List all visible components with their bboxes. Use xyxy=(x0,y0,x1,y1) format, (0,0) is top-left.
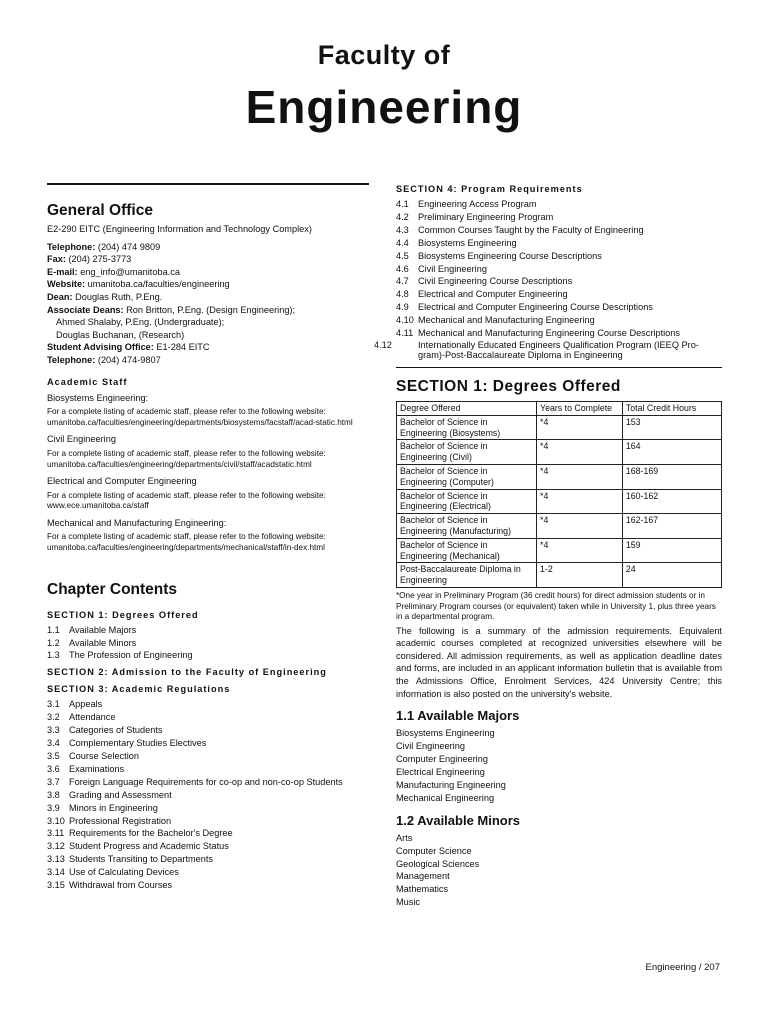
section4-item xyxy=(396,327,722,340)
contents-item-number: 3.1 xyxy=(47,699,60,710)
admission-summary: The following is a summary of the admission requirements. Equivalent academic courses completed at recognized universities elsewhere will be considered. All admission requirements, as well as application deadline dates and forms, are included in an applicant information bulletin that is available from the Admissions Office, Enrolment Services, 424 University Centre; this information is also posted on the university's website. xyxy=(396,625,722,699)
general-office-address: E2-290 EITC (Engineering Information and Technology Complex) xyxy=(47,224,312,234)
contents-item xyxy=(47,649,369,662)
general-office-heading: General Office xyxy=(47,202,153,219)
office-line-value: Douglas Ruth, P.Eng. xyxy=(72,291,163,302)
section4-item-number: 4.6 xyxy=(396,263,409,274)
contents-section-items xyxy=(47,624,369,663)
contents-item-number: 1.2 xyxy=(47,637,60,648)
section4-item-number: 4.1 xyxy=(396,199,409,209)
section4-item-number: 4.8 xyxy=(396,289,409,300)
general-office-lines xyxy=(47,241,369,367)
contents-item-number: 3.3 xyxy=(47,725,60,736)
office-line-value: Ahmed Shalaby, P.Eng. (Undergraduate); xyxy=(56,317,225,328)
contents-item-number: 3.5 xyxy=(47,751,60,761)
major-item: Manufacturing Engineering xyxy=(396,779,506,790)
section4-item-text: Mechanical and Manufacturing Engineering Course Descriptions xyxy=(418,328,680,339)
chapter-contents-list xyxy=(47,609,369,892)
contents-item xyxy=(47,802,369,815)
contents-item xyxy=(47,624,369,637)
majors-heading: 1.1 Available Majors xyxy=(396,708,520,724)
office-line-value: E1-284 EITC xyxy=(153,342,210,353)
contents-section-items xyxy=(47,698,369,892)
minor-item: Arts xyxy=(396,832,413,843)
section4-heading: SECTION 4: Program Requirements xyxy=(396,184,583,194)
office-line-value: Douglas Buchanan, (Research) xyxy=(56,329,185,340)
office-line xyxy=(47,341,369,354)
office-line-value: eng_info@umanitoba.ca xyxy=(77,266,180,277)
staff-department-text: For a complete listing of academic staff, please refer to the following website: umanitoba.ca/faculties/engineering/departments/mechanical/staff/in-dex.html xyxy=(47,532,326,553)
contents-item-text: Categories of Students xyxy=(69,725,163,736)
academic-staff-list xyxy=(47,392,369,554)
section4-item xyxy=(396,211,722,224)
table-row xyxy=(397,514,722,539)
contents-item-text: Examinations xyxy=(69,763,125,774)
table-row xyxy=(397,489,722,514)
staff-department-text: For a complete listing of academic staff, please refer to the following website: umanitoba.ca/faculties/engineering/departments/civil/staff/acadstatic.html xyxy=(47,448,326,469)
contents-item-text: Course Selection xyxy=(69,751,139,761)
contents-item-text: Available Majors xyxy=(69,624,137,635)
contents-item-text: Professional Registration xyxy=(69,815,172,826)
contents-item-text: Appeals xyxy=(69,699,103,710)
contents-item-text: Complementary Studies Electives xyxy=(69,738,207,749)
section1-heading: SECTION 1: Degrees Offered xyxy=(396,377,621,395)
contents-item-text: The Profession of Engineering xyxy=(69,650,193,661)
contents-item xyxy=(47,840,369,853)
table-cell: 159 xyxy=(622,538,721,563)
section4-item-number: 4.5 xyxy=(396,250,409,261)
section4-item-text: Electrical and Computer Engineering Course Descriptions xyxy=(418,302,653,313)
section4-item-number: 4.12 xyxy=(374,339,392,350)
minors-heading: 1.2 Available Minors xyxy=(396,812,521,828)
contents-section-title: SECTION 1: Degrees Offered xyxy=(47,609,199,620)
major-item: Electrical Engineering xyxy=(396,766,485,777)
table-row xyxy=(397,415,722,440)
contents-item-number: 3.12 xyxy=(47,841,65,852)
table-cell: 160-162 xyxy=(622,489,721,514)
table-cell: Bachelor of Science in Engineering (Computer) xyxy=(397,464,537,489)
office-line-label: Associate Deans: xyxy=(47,304,124,315)
contents-item-number: 3.9 xyxy=(47,802,60,813)
contents-item xyxy=(47,763,369,776)
table-cell: 162-167 xyxy=(622,514,721,539)
table-cell: *4 xyxy=(537,464,623,489)
contents-item-text: Available Minors xyxy=(69,637,137,648)
staff-department xyxy=(47,475,369,512)
page-title-line2: Engineering xyxy=(245,81,523,133)
office-line xyxy=(47,241,369,254)
page-footer: Engineering / 207 xyxy=(645,962,720,973)
section4-item-text: Preliminary Engineering Program xyxy=(418,211,554,222)
section4-item-number: 4.7 xyxy=(396,276,409,287)
contents-item xyxy=(47,724,369,737)
contents-item xyxy=(47,776,369,789)
office-line-label: Student Advising Office: xyxy=(47,342,154,353)
office-line-label: Fax: xyxy=(47,254,66,265)
contents-item xyxy=(47,815,369,828)
table-cell: Bachelor of Science in Engineering (Manufacturing) xyxy=(397,514,537,539)
contents-item-text: Withdrawal from Courses xyxy=(69,880,173,891)
contents-item xyxy=(47,711,369,724)
major-item: Biosystems Engineering xyxy=(396,728,495,739)
major-item: Civil Engineering xyxy=(396,741,465,752)
contents-item-number: 3.10 xyxy=(47,815,65,826)
contents-item-text: Students Transiting to Departments xyxy=(69,854,214,865)
contents-section-title: SECTION 3: Academic Regulations xyxy=(47,684,231,695)
contents-item xyxy=(47,827,369,840)
table-cell: 153 xyxy=(622,415,721,440)
minor-item: Computer Science xyxy=(396,845,472,856)
table-row xyxy=(397,563,722,588)
table-cell: Bachelor of Science in Engineering (Electrical) xyxy=(397,489,537,514)
office-line-label: E-mail: xyxy=(47,266,78,277)
contents-item xyxy=(47,737,369,750)
staff-department xyxy=(47,433,369,470)
contents-item-text: Foreign Language Requirements for co-op and non-co-op Students xyxy=(69,776,343,787)
section4-item-number: 4.9 xyxy=(396,302,409,313)
section4-list xyxy=(374,198,722,361)
contents-item-text: Use of Calculating Devices xyxy=(69,867,179,878)
contents-item-number: 1.1 xyxy=(47,624,60,635)
table-cell: 1-2 xyxy=(537,563,623,588)
staff-department xyxy=(47,517,369,554)
degrees-table-header-cell: Degree Offered xyxy=(397,401,537,415)
office-line-value: (204) 474 9809 xyxy=(95,241,161,252)
degrees-table-header xyxy=(397,401,722,415)
table-row xyxy=(397,464,722,489)
staff-department xyxy=(47,392,369,429)
office-line xyxy=(47,253,369,266)
section4-item-text: Civil Engineering Course Descriptions xyxy=(418,276,573,287)
contents-item-text: Attendance xyxy=(69,712,116,723)
section4-item-text: Civil Engineering xyxy=(418,263,487,274)
section4-item xyxy=(396,198,722,211)
table-cell: Bachelor of Science in Engineering (Civil) xyxy=(397,440,537,465)
contents-item-text: Grading and Assessment xyxy=(69,789,172,800)
staff-department-name: Civil Engineering xyxy=(47,434,116,445)
majors-list xyxy=(396,727,722,804)
major-item: Mechanical Engineering xyxy=(396,792,495,803)
office-line xyxy=(47,316,369,329)
section4-item xyxy=(396,275,722,288)
academic-staff-heading: Academic Staff xyxy=(47,376,128,387)
office-line-value: Ron Britton, P.Eng. (Design Engineering); xyxy=(123,304,296,315)
section4-item-number: 4.4 xyxy=(396,237,409,248)
section4-item-text: Biosystems Engineering xyxy=(418,237,517,248)
office-line-label: Dean: xyxy=(47,291,73,302)
office-line xyxy=(47,354,369,367)
section4-item xyxy=(396,237,722,250)
contents-item-number: 3.11 xyxy=(47,828,65,839)
degrees-table-header-cell: Total Credit Hours xyxy=(622,401,721,415)
contents-item xyxy=(47,879,369,892)
staff-department-text: For a complete listing of academic staff, please refer to the following website: umanitoba.ca/faculties/engineering/departments/biosystems/facstaff/acad-static.html xyxy=(47,407,353,427)
section4-item-text: Internationally Educated Engineers Qualification Program (IEEQ Pro-gram)-Post-Baccalaureate Diploma in Engineering xyxy=(418,339,699,361)
minor-item: Geological Sciences xyxy=(396,858,480,869)
chapter-contents-heading: Chapter Contents xyxy=(47,580,178,598)
major-item: Computer Engineering xyxy=(396,754,488,765)
table-cell: *4 xyxy=(537,415,623,440)
contents-item xyxy=(47,698,369,711)
office-line xyxy=(47,291,369,304)
section4-item xyxy=(396,263,722,276)
contents-section-title: SECTION 2: Admission to the Faculty of Engineering xyxy=(47,667,327,678)
contents-item-number: 3.15 xyxy=(47,880,65,891)
staff-department-text: For a complete listing of academic staff, please refer to the following website: www.ece.umanitoba.ca/staff xyxy=(47,490,326,511)
office-line-label: Telephone: xyxy=(47,241,96,252)
office-line-value: umanitoba.ca/faculties/engineering xyxy=(85,279,230,290)
degrees-table-header-cell: Years to Complete xyxy=(537,401,623,415)
contents-item xyxy=(47,789,369,802)
table-cell: 168-169 xyxy=(622,464,721,489)
contents-item-number: 3.6 xyxy=(47,763,60,774)
staff-department-name: Electrical and Computer Engineering xyxy=(47,476,197,487)
section4-item xyxy=(396,301,722,314)
contents-item-text: Requirements for the Bachelor's Degree xyxy=(69,828,233,839)
section4-item xyxy=(396,314,722,327)
table-row xyxy=(397,440,722,465)
contents-item-number: 3.8 xyxy=(47,789,60,800)
office-line xyxy=(47,329,369,342)
minors-list xyxy=(396,832,722,909)
table-cell: *4 xyxy=(537,489,623,514)
table-row xyxy=(397,538,722,563)
office-line-label: Telephone: xyxy=(47,354,96,365)
table-cell: Bachelor of Science in Engineering (Biosystems) xyxy=(397,415,537,440)
section4-item-text: Biosystems Engineering Course Descriptions xyxy=(418,250,602,261)
section4-item-number: 4.2 xyxy=(396,211,409,222)
page-title-line1: Faculty of xyxy=(317,40,451,70)
table-cell: *4 xyxy=(537,538,623,563)
section4-item-number: 4.3 xyxy=(396,224,409,235)
contents-item xyxy=(47,853,369,866)
contents-item xyxy=(47,637,369,650)
contents-item-number: 1.3 xyxy=(47,650,60,661)
table-cell: 24 xyxy=(622,563,721,588)
section4-item xyxy=(396,224,722,237)
minor-item: Mathematics xyxy=(396,884,449,895)
contents-item-text: Minors in Engineering xyxy=(69,802,158,813)
section4-item-number: 4.10 xyxy=(396,315,414,326)
contents-item xyxy=(47,750,369,763)
office-line-value: (204) 275-3773 xyxy=(65,254,132,265)
contents-item-text: Student Progress and Academic Status xyxy=(69,841,229,852)
contents-item-number: 3.7 xyxy=(47,776,60,787)
minor-item: Management xyxy=(396,871,450,882)
minor-item: Music xyxy=(396,897,420,908)
office-line xyxy=(47,266,369,279)
staff-department-name: Biosystems Engineering: xyxy=(47,392,149,403)
contents-item-number: 3.4 xyxy=(47,738,60,749)
section4-item xyxy=(396,250,722,263)
section4-item-number: 4.11 xyxy=(396,328,414,339)
section4-item-text: Mechanical and Manufacturing Engineering xyxy=(418,315,595,326)
table-cell: 164 xyxy=(622,440,721,465)
degrees-table xyxy=(396,401,722,588)
contents-item-number: 3.14 xyxy=(47,867,65,878)
office-line xyxy=(47,304,369,317)
contents-item-number: 3.13 xyxy=(47,854,65,865)
section4-item xyxy=(396,288,722,301)
section4-item-text: Common Courses Taught by the Faculty of Engineering xyxy=(418,224,644,235)
staff-department-name: Mechanical and Manufacturing Engineering: xyxy=(47,517,227,528)
left-column xyxy=(47,183,369,892)
right-column xyxy=(374,183,722,909)
table-cell: *4 xyxy=(537,514,623,539)
table-cell: *4 xyxy=(537,440,623,465)
contents-item-number: 3.2 xyxy=(47,712,60,723)
section4-item-text: Engineering Access Program xyxy=(418,199,537,209)
degrees-footnote: *One year in Preliminary Program (36 credit hours) for direct admission students or in Preliminary Program courses (or equivalent) taken while in University 1, plus three years in a departmental program. xyxy=(396,590,716,622)
table-cell: Post-Baccalaureate Diploma in Engineering xyxy=(397,563,537,588)
section4-item xyxy=(374,339,722,361)
office-line-value: (204) 474-9807 xyxy=(95,354,161,365)
contents-item xyxy=(47,866,369,879)
section4-item-text: Electrical and Computer Engineering xyxy=(418,289,568,300)
office-line-label: Website: xyxy=(47,279,86,290)
table-cell: Bachelor of Science in Engineering (Mechanical) xyxy=(397,538,537,563)
office-line xyxy=(47,278,369,291)
